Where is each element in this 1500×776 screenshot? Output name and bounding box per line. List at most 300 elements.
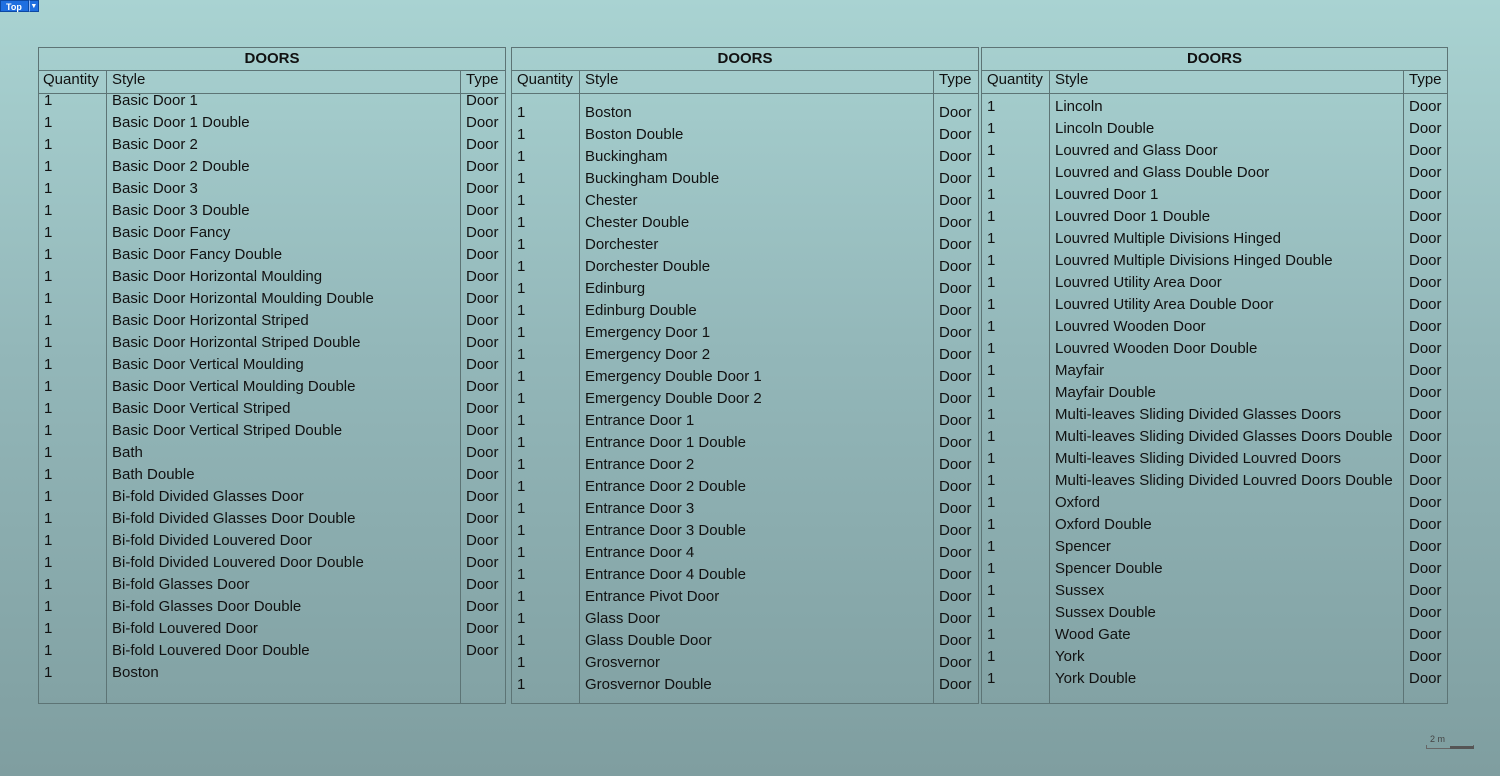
cell-type: Door: [939, 632, 972, 649]
cell-style: Basic Door Fancy: [112, 224, 231, 241]
cell-quantity: 1: [987, 208, 996, 225]
table-title: DOORS: [39, 48, 505, 71]
scale-bar: [1426, 734, 1474, 750]
cell-quantity: 1: [44, 378, 53, 395]
table-title: DOORS: [512, 48, 978, 71]
cell-style: Glass Double Door: [585, 632, 712, 649]
table-header: [982, 71, 1447, 94]
cell-type: Door: [939, 126, 972, 143]
table-row: [982, 382, 1447, 404]
table-row: [39, 156, 505, 178]
cell-quantity: 1: [517, 324, 526, 341]
table-row: [512, 542, 978, 564]
cell-style: Basic Door Horizontal Moulding: [112, 268, 323, 285]
cell-type: Door: [1409, 582, 1442, 599]
cell-quantity: 1: [987, 648, 996, 665]
table-row: [39, 464, 505, 486]
table-row: [39, 420, 505, 442]
cell-style: Mayfair: [1055, 362, 1105, 379]
cell-type: Door: [939, 280, 972, 297]
cell-type: Door: [939, 214, 972, 231]
table-body: [39, 93, 505, 703]
cell-quantity: 1: [44, 532, 53, 549]
table-row: [39, 310, 505, 332]
cell-type: Door: [466, 620, 499, 637]
cell-type: Door: [466, 576, 499, 593]
cell-style: Entrance Door 1: [585, 412, 695, 429]
cell-type: Door: [1409, 296, 1442, 313]
cell-quantity: 1: [987, 406, 996, 423]
cell-type: Door: [466, 92, 499, 109]
cell-quantity: 1: [987, 670, 996, 687]
table-row: [512, 476, 978, 498]
cell-style: Basic Door 2: [112, 136, 198, 153]
table-row: [39, 90, 505, 112]
cell-type: Door: [1409, 406, 1442, 423]
cell-type: Door: [466, 114, 499, 131]
table-row: [512, 256, 978, 278]
cell-type: Door: [939, 258, 972, 275]
table-row: [512, 322, 978, 344]
cell-type: Door: [466, 422, 499, 439]
column-header-quantity: Quantity: [987, 71, 1043, 88]
cell-style: Basic Door Vertical Moulding: [112, 356, 304, 373]
cell-type: Door: [1409, 670, 1442, 687]
cell-type: Door: [466, 180, 499, 197]
cell-quantity: 1: [987, 186, 996, 203]
cell-quantity: 1: [44, 312, 53, 329]
table-row: [39, 618, 505, 640]
cell-type: Door: [1409, 538, 1442, 555]
cell-type: Door: [1409, 120, 1442, 137]
cell-quantity: 1: [517, 192, 526, 209]
cell-style: Louvred and Glass Double Door: [1055, 164, 1270, 181]
cell-style: Dorchester Double: [585, 258, 711, 275]
table-row: [39, 662, 505, 684]
cell-quantity: 1: [517, 258, 526, 275]
cell-style: Oxford: [1055, 494, 1101, 511]
cell-type: Door: [466, 488, 499, 505]
cell-type: Door: [939, 500, 972, 517]
cell-type: Door: [466, 554, 499, 571]
cell-quantity: 1: [44, 202, 53, 219]
cell-quantity: 1: [987, 98, 996, 115]
cell-style: Entrance Door 4: [585, 544, 695, 561]
cell-quantity: 1: [987, 516, 996, 533]
cell-type: Door: [466, 466, 499, 483]
table-row: [512, 124, 978, 146]
cell-quantity: 1: [987, 582, 996, 599]
cell-type: Door: [466, 334, 499, 351]
cell-type: Door: [466, 510, 499, 527]
cell-type: Door: [1409, 252, 1442, 269]
table-row: [512, 278, 978, 300]
table-row: [39, 222, 505, 244]
cell-quantity: 1: [517, 456, 526, 473]
cell-style: Basic Door Horizontal Moulding Double: [112, 290, 374, 307]
table-row: [982, 96, 1447, 118]
column-header-style: Style: [112, 71, 146, 88]
cell-style: Entrance Pivot Door: [585, 588, 720, 605]
table-row: [982, 316, 1447, 338]
table-row: [512, 190, 978, 212]
schedule-table-1: [38, 47, 506, 704]
cell-quantity: 1: [44, 554, 53, 571]
cell-style: Louvred Door 1: [1055, 186, 1159, 203]
cell-type: Door: [1409, 362, 1442, 379]
cell-style: Emergency Double Door 1: [585, 368, 762, 385]
table-row: [982, 558, 1447, 580]
cell-type: Door: [939, 346, 972, 363]
table-row: [982, 668, 1447, 690]
table-row: [39, 266, 505, 288]
cell-style: York: [1055, 648, 1085, 665]
table-row: [512, 300, 978, 322]
cell-style: Bi-fold Glasses Door: [112, 576, 250, 593]
cell-style: Basic Door Vertical Striped Double: [112, 422, 343, 439]
cell-quantity: 1: [987, 538, 996, 555]
cell-quantity: 1: [517, 676, 526, 693]
cell-quantity: 1: [987, 120, 996, 137]
table-row: [982, 602, 1447, 624]
cell-style: Bi-fold Divided Louvered Door: [112, 532, 313, 549]
cell-style: Buckingham Double: [585, 170, 720, 187]
cell-type: Door: [466, 312, 499, 329]
table-row: [39, 552, 505, 574]
cell-quantity: 1: [517, 500, 526, 517]
table-row: [512, 234, 978, 256]
table-row: [982, 426, 1447, 448]
cell-quantity: 1: [517, 280, 526, 297]
cell-quantity: 1: [44, 576, 53, 593]
cell-quantity: 1: [44, 510, 53, 527]
cell-quantity: 1: [987, 318, 996, 335]
cell-type: Door: [939, 104, 972, 121]
cell-style: Basic Door Vertical Moulding Double: [112, 378, 356, 395]
cell-quantity: 1: [44, 444, 53, 461]
cell-style: Edinburg Double: [585, 302, 697, 319]
cell-quantity: 1: [987, 340, 996, 357]
cell-type: Door: [466, 378, 499, 395]
cell-type: Door: [1409, 340, 1442, 357]
cell-quantity: 1: [987, 450, 996, 467]
schedule-table-3: [981, 47, 1448, 704]
cell-type: Door: [466, 532, 499, 549]
cell-style: Grosvernor Double: [585, 676, 712, 693]
table-row: [982, 162, 1447, 184]
table-row: [512, 652, 978, 674]
cell-style: Chester Double: [585, 214, 690, 231]
table-row: [39, 486, 505, 508]
table-row: [982, 580, 1447, 602]
schedule-table-2: [511, 47, 979, 704]
table-row: [982, 470, 1447, 492]
cell-quantity: 1: [987, 494, 996, 511]
table-row: [39, 244, 505, 266]
table-row: [512, 146, 978, 168]
cell-quantity: 1: [44, 246, 53, 263]
scale-label: 2 m: [1430, 734, 1446, 744]
cell-quantity: 1: [517, 104, 526, 121]
cell-type: Door: [1409, 208, 1442, 225]
table-row: [512, 366, 978, 388]
cell-style: Entrance Door 4 Double: [585, 566, 746, 583]
cell-style: Basic Door Horizontal Striped Double: [112, 334, 361, 351]
table-row: [39, 596, 505, 618]
viewport-tab[interactable]: [0, 0, 39, 12]
cell-quantity: 1: [44, 356, 53, 373]
table-row: [39, 442, 505, 464]
table-row: [39, 574, 505, 596]
viewport-label[interactable]: Top: [0, 0, 29, 12]
cell-style: Entrance Door 2: [585, 456, 695, 473]
table-row: [982, 228, 1447, 250]
cell-quantity: 1: [44, 334, 53, 351]
cell-style: Entrance Door 3 Double: [585, 522, 746, 539]
cell-quantity: 1: [517, 368, 526, 385]
cell-type: Door: [466, 444, 499, 461]
cell-style: Dorchester: [585, 236, 659, 253]
table-row: [39, 530, 505, 552]
cell-type: Door: [1409, 318, 1442, 335]
table-row: [982, 646, 1447, 668]
table-row: [39, 134, 505, 156]
cell-type: Door: [1409, 450, 1442, 467]
table-row: [982, 140, 1447, 162]
table-row: [982, 184, 1447, 206]
cell-style: Multi-leaves Sliding Divided Glasses Doors: [1055, 406, 1341, 423]
cell-type: Door: [1409, 494, 1442, 511]
table-header: [512, 71, 978, 94]
cell-quantity: 1: [987, 252, 996, 269]
cell-style: Boston Double: [585, 126, 684, 143]
cell-style: Basic Door 3 Double: [112, 202, 250, 219]
cell-style: Basic Door 1 Double: [112, 114, 250, 131]
cell-quantity: 1: [987, 472, 996, 489]
table-row: [512, 212, 978, 234]
cell-quantity: 1: [517, 390, 526, 407]
cell-quantity: 1: [517, 126, 526, 143]
cell-style: Multi-leaves Sliding Divided Louvred Doors: [1055, 450, 1341, 467]
cell-quantity: 1: [44, 136, 53, 153]
cell-style: Bath: [112, 444, 143, 461]
cell-type: Door: [939, 610, 972, 627]
table-row: [982, 514, 1447, 536]
cell-style: Basic Door 1: [112, 92, 198, 109]
cell-type: Door: [1409, 164, 1442, 181]
table-row: [512, 586, 978, 608]
cell-type: Door: [939, 324, 972, 341]
cell-quantity: 1: [517, 632, 526, 649]
cell-type: Door: [939, 456, 972, 473]
cell-type: Door: [939, 434, 972, 451]
cell-style: Grosvernor: [585, 654, 661, 671]
column-header-quantity: Quantity: [43, 71, 99, 88]
cell-quantity: 1: [987, 274, 996, 291]
cell-type: Door: [466, 642, 499, 659]
cell-quantity: 1: [517, 412, 526, 429]
cell-style: Emergency Double Door 2: [585, 390, 762, 407]
column-header-style: Style: [1055, 71, 1089, 88]
cell-quantity: 1: [44, 114, 53, 131]
cell-type: Door: [466, 136, 499, 153]
cell-style: Mayfair Double: [1055, 384, 1156, 401]
cell-quantity: 1: [517, 302, 526, 319]
cell-type: Door: [1409, 142, 1442, 159]
cell-quantity: 1: [517, 522, 526, 539]
column-header-type: Type: [466, 71, 499, 88]
cell-type: Door: [1409, 626, 1442, 643]
cell-type: Door: [939, 654, 972, 671]
cell-type: Door: [939, 412, 972, 429]
cell-style: Bi-fold Divided Glasses Door Double: [112, 510, 356, 527]
table-row: [512, 520, 978, 542]
cell-type: Door: [939, 302, 972, 319]
cell-type: Door: [939, 192, 972, 209]
table-row: [512, 388, 978, 410]
cell-type: Door: [939, 588, 972, 605]
cell-style: Glass Door: [585, 610, 661, 627]
table-row: [512, 344, 978, 366]
table-title: DOORS: [982, 48, 1447, 71]
cell-type: Door: [1409, 648, 1442, 665]
cell-style: Basic Door 3: [112, 180, 198, 197]
table-row: [39, 112, 505, 134]
cell-style: Entrance Door 3: [585, 500, 695, 517]
cell-quantity: 1: [987, 604, 996, 621]
column-header-type: Type: [939, 71, 972, 88]
cell-style: Entrance Door 1 Double: [585, 434, 746, 451]
cell-style: Multi-leaves Sliding Divided Louvred Doors Double: [1055, 472, 1393, 489]
cell-quantity: 1: [44, 400, 53, 417]
cell-style: Spencer Double: [1055, 560, 1163, 577]
cell-quantity: 1: [987, 164, 996, 181]
table-row: [39, 354, 505, 376]
column-header-style: Style: [585, 71, 619, 88]
cell-style: Basic Door Fancy Double: [112, 246, 283, 263]
table-row: [39, 640, 505, 662]
table-row: [512, 168, 978, 190]
cell-style: Chester: [585, 192, 638, 209]
cell-type: Door: [939, 544, 972, 561]
cell-quantity: 1: [44, 466, 53, 483]
table-row: [982, 492, 1447, 514]
cell-style: Sussex: [1055, 582, 1105, 599]
chevron-down-icon[interactable]: ▼: [29, 0, 39, 12]
cell-style: Louvred Utility Area Door: [1055, 274, 1222, 291]
cell-quantity: 1: [517, 148, 526, 165]
cell-quantity: 1: [517, 544, 526, 561]
table-row: [982, 448, 1447, 470]
cell-quantity: 1: [517, 588, 526, 605]
cell-style: Boston: [585, 104, 632, 121]
cell-type: Door: [939, 148, 972, 165]
cell-quantity: 1: [987, 230, 996, 247]
cell-type: Door: [1409, 472, 1442, 489]
cell-type: Door: [939, 368, 972, 385]
table-row: [512, 674, 978, 696]
cell-type: Door: [939, 170, 972, 187]
cell-style: Boston: [112, 664, 159, 681]
cell-style: Edinburg: [585, 280, 646, 297]
table-row: [39, 376, 505, 398]
cell-quantity: 1: [987, 560, 996, 577]
table-row: [982, 250, 1447, 272]
cell-quantity: 1: [44, 224, 53, 241]
cell-type: Door: [466, 356, 499, 373]
cell-type: Door: [1409, 186, 1442, 203]
cell-style: Entrance Door 2 Double: [585, 478, 746, 495]
cell-quantity: 1: [44, 158, 53, 175]
cell-type: Door: [1409, 428, 1442, 445]
cell-type: Door: [466, 224, 499, 241]
table-row: [982, 536, 1447, 558]
cell-quantity: 1: [517, 346, 526, 363]
cell-type: Door: [939, 566, 972, 583]
cell-quantity: 1: [44, 664, 53, 681]
cell-type: Door: [939, 522, 972, 539]
cell-quantity: 1: [44, 180, 53, 197]
table-row: [39, 200, 505, 222]
table-row: [512, 102, 978, 124]
cell-quantity: 1: [44, 620, 53, 637]
cell-quantity: 1: [987, 384, 996, 401]
cell-quantity: 1: [517, 170, 526, 187]
cell-quantity: 1: [44, 92, 53, 109]
table-row: [982, 360, 1447, 382]
cell-quantity: 1: [517, 478, 526, 495]
table-row: [39, 178, 505, 200]
cell-type: Door: [939, 676, 972, 693]
cell-type: Door: [1409, 604, 1442, 621]
table-body: [982, 93, 1447, 703]
table-row: [512, 432, 978, 454]
cell-style: Louvred Door 1 Double: [1055, 208, 1211, 225]
cell-style: Sussex Double: [1055, 604, 1156, 621]
cell-type: Door: [1409, 384, 1442, 401]
table-row: [982, 118, 1447, 140]
cell-quantity: 1: [987, 142, 996, 159]
cell-quantity: 1: [987, 362, 996, 379]
cell-style: Emergency Door 1: [585, 324, 711, 341]
cell-style: Buckingham: [585, 148, 668, 165]
cell-style: Basic Door 2 Double: [112, 158, 250, 175]
cell-style: Bi-fold Louvered Door: [112, 620, 258, 637]
cell-quantity: 1: [517, 236, 526, 253]
cell-style: York Double: [1055, 670, 1137, 687]
cell-type: Door: [466, 400, 499, 417]
table-body: [512, 93, 978, 703]
table-row: [512, 608, 978, 630]
cell-style: Louvred Multiple Divisions Hinged Double: [1055, 252, 1333, 269]
cell-style: Bi-fold Divided Louvered Door Double: [112, 554, 364, 571]
cell-type: Door: [466, 158, 499, 175]
cell-type: Door: [1409, 560, 1442, 577]
table-row: [39, 332, 505, 354]
cell-type: Door: [466, 598, 499, 615]
cell-type: Door: [1409, 98, 1442, 115]
cell-style: Lincoln: [1055, 98, 1103, 115]
cell-quantity: 1: [517, 654, 526, 671]
table-row: [39, 508, 505, 530]
cell-quantity: 1: [517, 434, 526, 451]
cell-type: Door: [466, 290, 499, 307]
cell-style: Emergency Door 2: [585, 346, 711, 363]
cell-style: Oxford Double: [1055, 516, 1152, 533]
cell-style: Louvred Wooden Door: [1055, 318, 1206, 335]
cell-style: Louvred and Glass Door: [1055, 142, 1218, 159]
cell-type: Door: [466, 246, 499, 263]
